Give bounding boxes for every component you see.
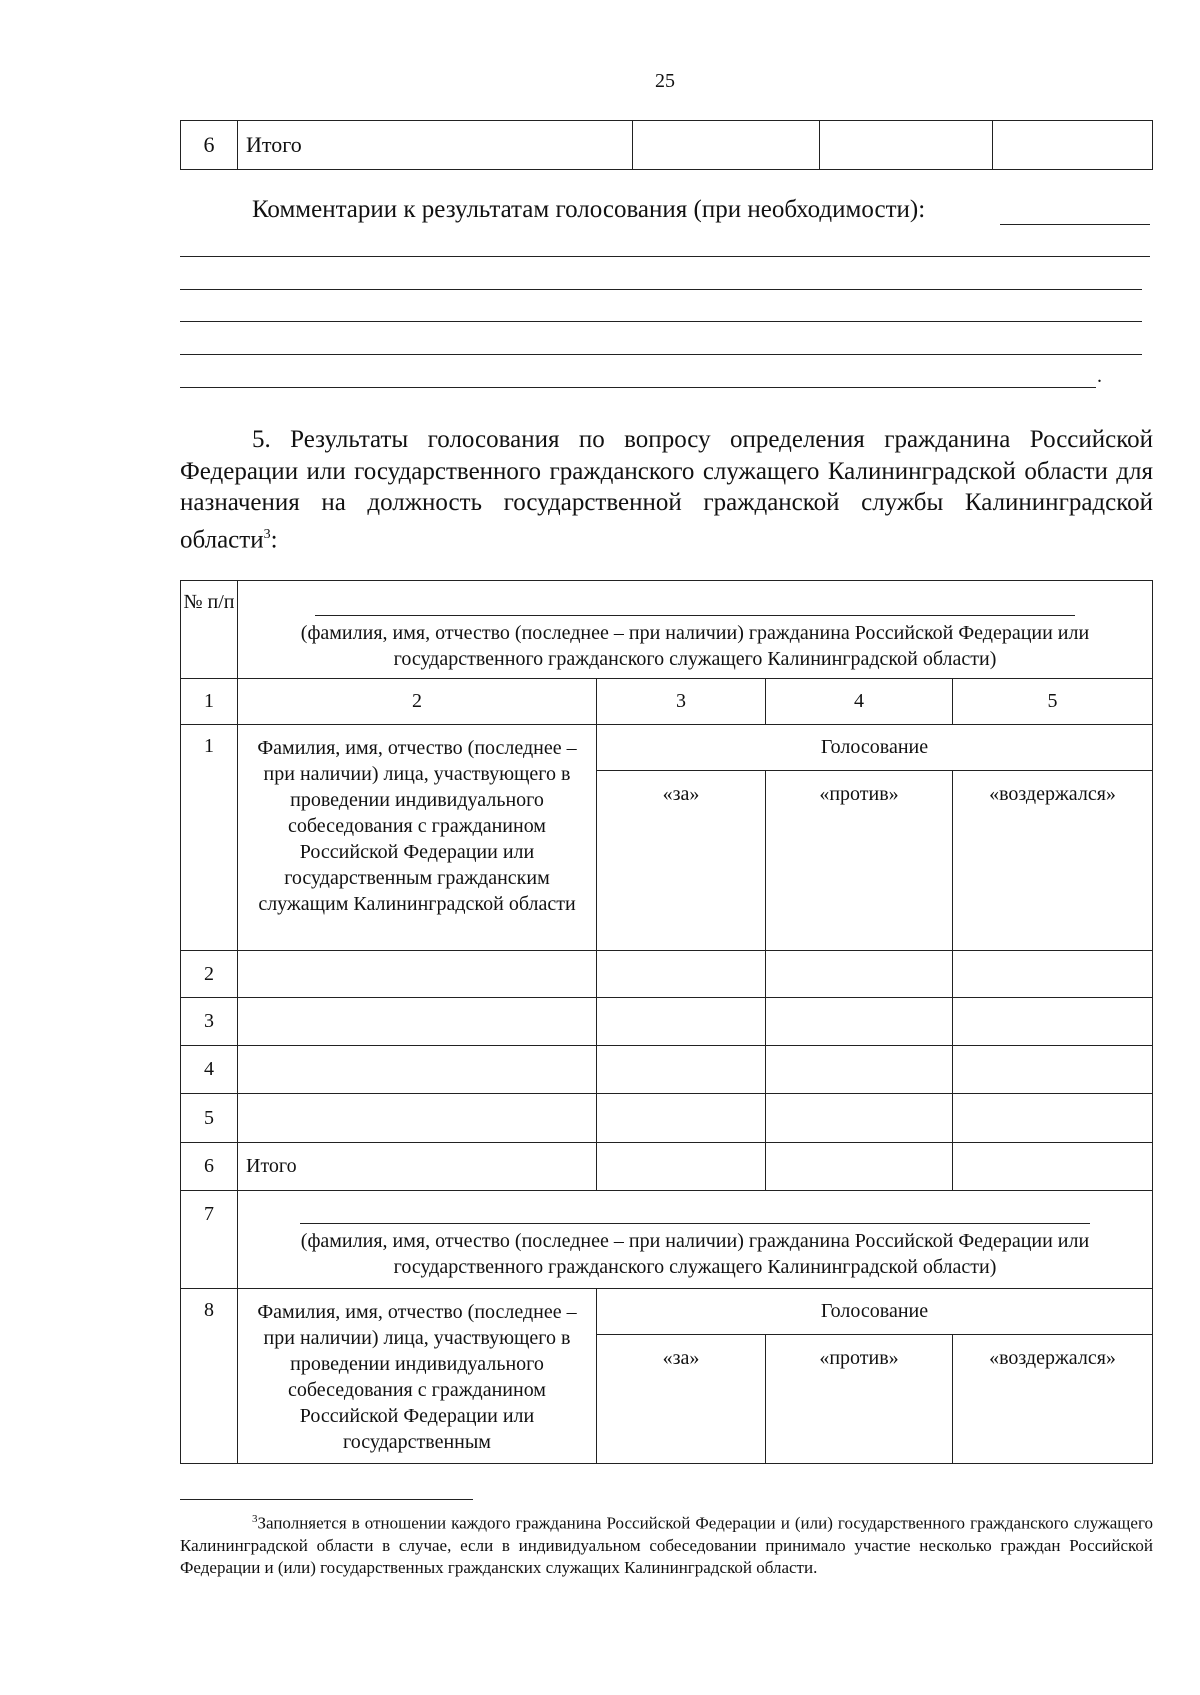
comment-end-dot: . — [1097, 365, 1102, 387]
vote-for-cell[interactable] — [597, 1094, 766, 1143]
table-row — [181, 1143, 1153, 1191]
vote-for-cell[interactable] — [597, 1143, 766, 1191]
vote-abstain-cell[interactable] — [953, 951, 1153, 998]
vote-against-header: «против» — [766, 771, 953, 951]
column-number: 3 — [597, 679, 766, 725]
row-number: 1 — [181, 725, 238, 951]
fio-cell — [238, 1289, 597, 1464]
vote-against-cell[interactable] — [766, 998, 953, 1046]
vote-for-cell[interactable] — [633, 121, 820, 170]
row-number: 4 — [181, 1046, 238, 1094]
comment-line[interactable] — [1000, 224, 1150, 225]
row-number: 2 — [181, 951, 238, 998]
comment-line[interactable] — [180, 256, 1150, 257]
row-number: 6 — [181, 1143, 238, 1191]
vote-abstain-header: «воздержался» — [953, 1335, 1153, 1464]
table-row — [181, 121, 1153, 170]
fio-text: Фамилия, имя, отчество (последнее – при наличии) лица, участвующего в проведении индивидуального собеседования с гражданином Российской Федерации или государственным — [257, 1301, 577, 1453]
column-number: 1 — [181, 679, 238, 725]
comment-line[interactable] — [180, 289, 1142, 290]
vote-against-cell[interactable] — [766, 951, 953, 998]
page-number: 25 — [655, 70, 675, 92]
table-row — [181, 951, 1153, 998]
fio-entry-cell[interactable] — [238, 1046, 597, 1094]
vote-abstain-cell[interactable] — [953, 1046, 1153, 1094]
column-number: 5 — [953, 679, 1153, 725]
table-row — [181, 725, 1153, 771]
table-row — [181, 1046, 1153, 1094]
total-label: Итого — [238, 1143, 597, 1191]
vote-abstain-cell[interactable] — [953, 1094, 1153, 1143]
footnote-separator — [180, 1499, 473, 1500]
footnote-marker: 3 — [252, 1513, 258, 1525]
table-row — [181, 998, 1153, 1046]
table-row — [181, 1094, 1153, 1143]
header-number: № п/п — [181, 581, 238, 679]
row-number: 6 — [181, 121, 238, 170]
vote-abstain-cell[interactable] — [993, 121, 1153, 170]
row-number: 5 — [181, 1094, 238, 1143]
vote-against-header: «против» — [766, 1335, 953, 1464]
table-header-row — [181, 581, 1153, 679]
fio-cell — [238, 725, 597, 951]
row-number: 8 — [181, 1289, 238, 1464]
vote-for-cell[interactable] — [597, 998, 766, 1046]
section-5-heading — [180, 424, 1153, 555]
table-row — [181, 1191, 1153, 1289]
comment-line[interactable] — [180, 321, 1142, 322]
section-5-suffix: : — [270, 525, 278, 553]
total-label: Итого — [238, 121, 633, 170]
voting-header: Голосование — [597, 1289, 1153, 1335]
comment-line[interactable] — [180, 387, 1096, 388]
candidate-caption: (фамилия, имя, отчество (последнее – при наличии) гражданина Российской Федерации или государственного гражданского служащего Калининградской области) — [300, 622, 1090, 670]
vote-abstain-cell[interactable] — [953, 998, 1153, 1046]
candidate-cell — [238, 1191, 1153, 1289]
fio-entry-cell[interactable] — [238, 951, 597, 998]
vote-abstain-header: «воздержался» — [953, 771, 1153, 951]
candidate-cell — [238, 581, 1153, 679]
row-number: 3 — [181, 998, 238, 1046]
vote-against-cell[interactable] — [766, 1094, 953, 1143]
vote-for-header: «за» — [597, 1335, 766, 1464]
voting-results-table — [180, 580, 1153, 1464]
table-row — [181, 1289, 1153, 1335]
fio-text: Фамилия, имя, отчество (последнее – при наличии) лица, участвующего в проведении индивидуального собеседования с гражданином Российской Федерации или государственным гражданским служащим Калининградской области — [257, 737, 577, 915]
vote-for-header: «за» — [597, 771, 766, 951]
comments-label: Комментарии к результатам голосования (при необходимости): — [252, 196, 926, 223]
fio-entry-cell[interactable] — [238, 998, 597, 1046]
column-number: 2 — [238, 679, 597, 725]
column-number: 4 — [766, 679, 953, 725]
section-5-text: 5. Результаты голосования по вопросу определения гражданина Российской Федерации или государственного гражданского служащего Калининградской области для назначения на должность государственной гражданской службы Калининградской области — [180, 426, 1153, 553]
voting-header: Голосование — [597, 725, 1153, 771]
vote-against-cell[interactable] — [766, 1046, 953, 1094]
row-number: 7 — [181, 1191, 238, 1289]
fio-entry-cell[interactable] — [238, 1094, 597, 1143]
vote-for-cell[interactable] — [597, 1046, 766, 1094]
vote-against-cell[interactable] — [766, 1143, 953, 1191]
footnote-ref: 3 — [263, 526, 271, 542]
totals-table-top — [180, 120, 1153, 170]
column-numbers-row — [181, 679, 1153, 725]
vote-abstain-cell[interactable] — [953, 1143, 1153, 1191]
footnote — [180, 1508, 1153, 1579]
candidate-caption: (фамилия, имя, отчество (последнее – при наличии) гражданина Российской Федерации или государственного гражданского служащего Калининградской области) — [300, 1230, 1090, 1278]
footnote-text: Заполняется в отношении каждого гражданина Российской Федерации и (или) государственного гражданского служащего Калининградской области в случае, если в индивидуальном собеседовании принимало участие несколько граждан Российской Федерации и (или) государственных гражданских служащих Калининградской области. — [180, 1513, 1153, 1577]
vote-against-cell[interactable] — [820, 121, 993, 170]
comment-line[interactable] — [180, 354, 1142, 355]
vote-for-cell[interactable] — [597, 951, 766, 998]
